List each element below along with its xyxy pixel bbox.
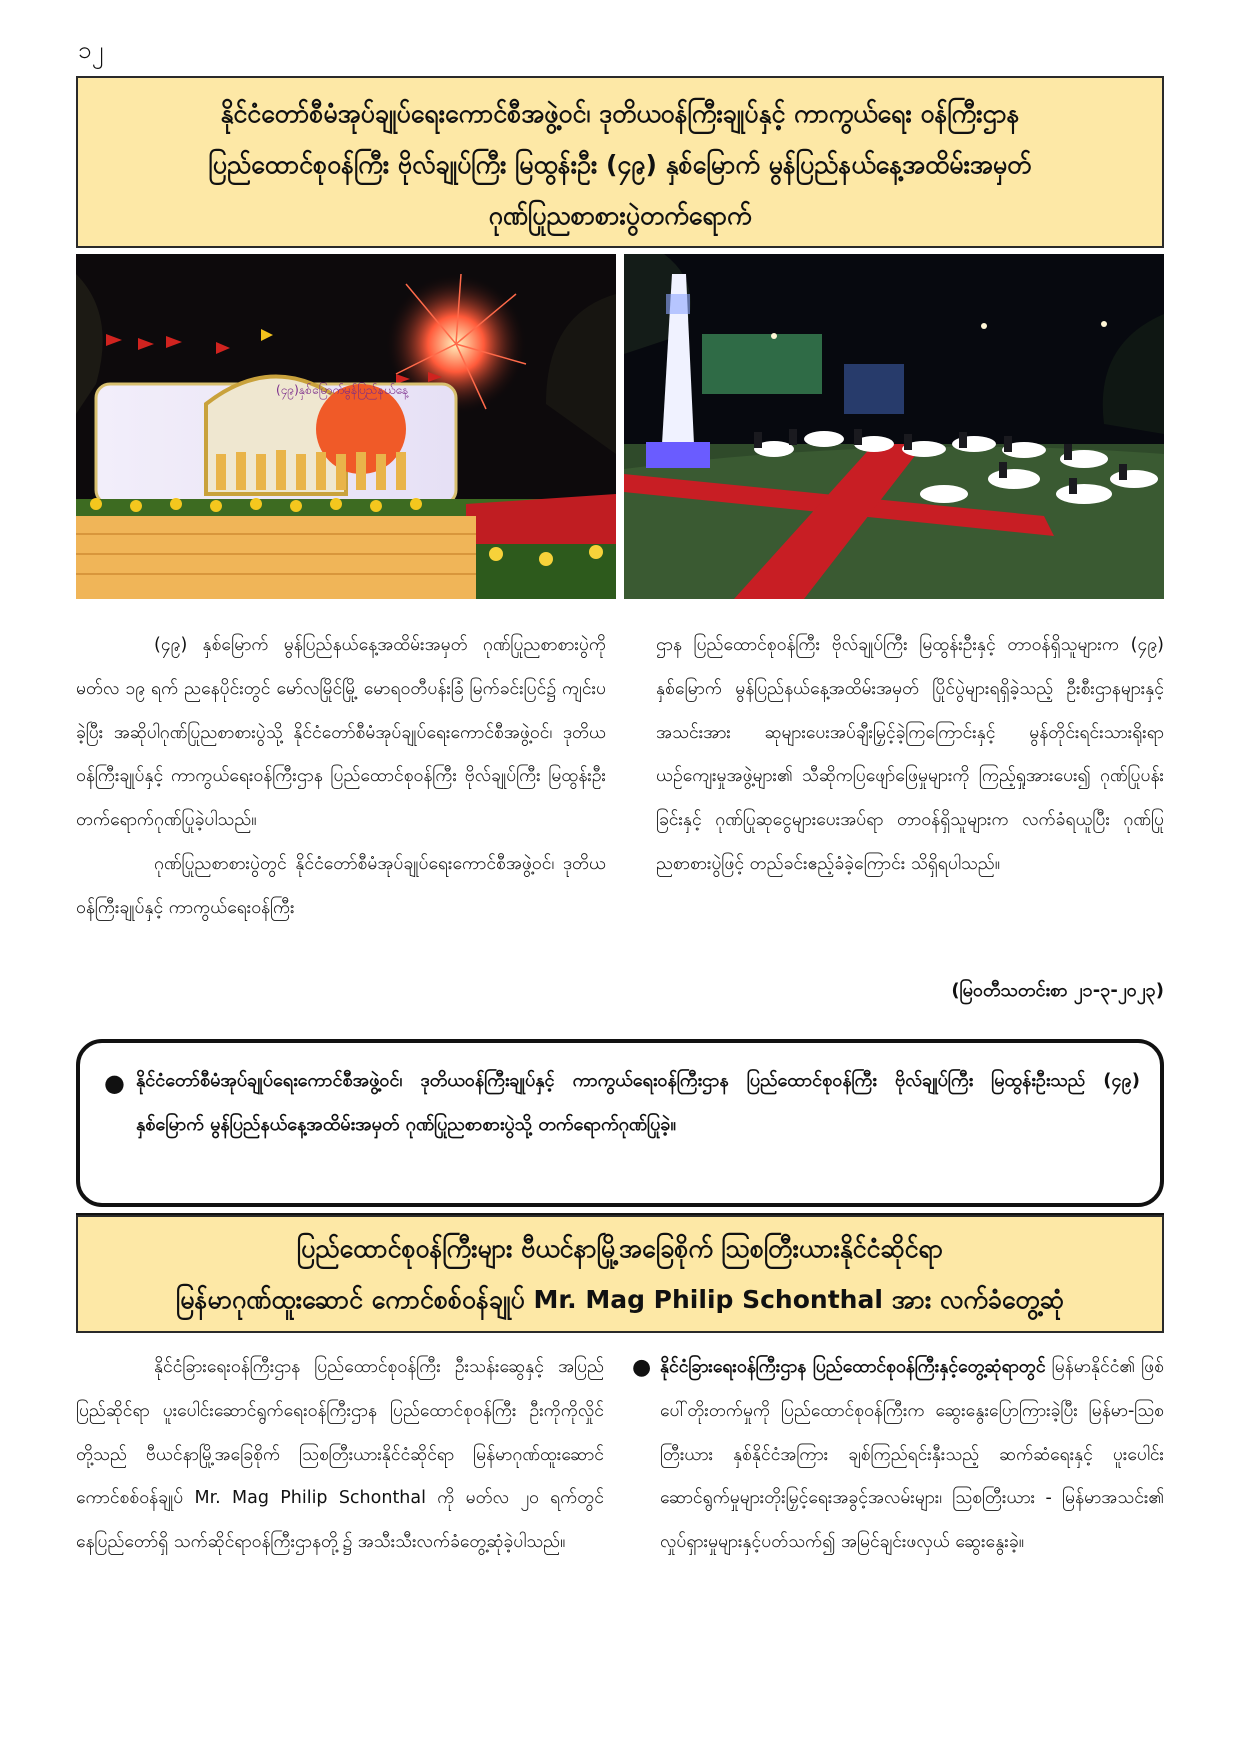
article2-paragraph: နိုင်ငံခြားရေးဝန်ကြီးဌာန ပြည်ထောင်စုဝန်ကြီး ဦးသန်းဆွေနှင့် အပြည်ပြည်ဆိုင်ရာ ပူးပေါင်းဆောင်ရွက်ရေးဝန်ကြီးဌာန ပြည်ထောင်စုဝန်ကြီး ဦးကိုကိုလှိုင်တို့သည် ဗီယင်နာမြို့အခြေစိုက် ဩစတြီးယားနိုင်ငံဆိုင်ရာ မြန်မာဂုဏ်ထူးဆောင်ကောင်စစ်ဝန်ချုပ် Mr. Mag Philip Schonthal ကို မတ်လ ၂၀ ရက်တွင် နေပြည်တော်ရှိ သက်ဆိုင်ရာဝန်ကြီးဌာနတို့၌ အသီးသီးလက်ခံတွေ့ဆုံခဲ့ပါသည်။	[76, 1357, 604, 1553]
article1-paragraph: ဌာန ပြည်ထောင်စုဝန်ကြီး ဗိုလ်ချုပ်ကြီး မြထွန်းဦးနှင့် တာဝန်ရှိသူများက (၄၉) နှစ်မြောက် မွန်ပြည်နယ်နေ့အထိမ်းအမှတ် ပြိုင်ပွဲများရရှိခဲ့သည့် ဦးစီးဌာနများနှင့် အသင်းအား ဆုများပေးအပ်ချီးမြှင့်ခဲ့ကြကြောင်းနှင့် မွန်တိုင်းရင်းသားရိုးရာယဉ်ကျေးမှုအဖွဲ့များ၏ သီဆိုကပြဖျော်ဖြေမှုများကို ကြည့်ရှုအားပေး၍ ဂုဏ်ပြုပန်းခြင်းနှင့် ဂုဏ်ပြုဆုငွေများပေးအပ်ရာ တာဝန်ရှိသူများက လက်ခံရယူပြီး ဂုဏ်ပြုညစာစားပွဲဖြင့် တည်ခင်းဧည့်ခံခဲ့ကြောင်း သိရှိရပါသည်။	[656, 635, 1164, 874]
bullet-icon: ●	[632, 1355, 652, 1380]
article1-title	[76, 76, 1164, 248]
article2-paragraph	[660, 1346, 1164, 1565]
article1-paragraph: (၄၉) နှစ်မြောက် မွန်ပြည်နယ်နေ့အထိမ်းအမှတ် ဂုဏ်ပြုညစာစားပွဲကို မတ်လ ၁၉ ရက် ညနေပိုင်းတွင် မော်လမြိုင်မြို့ မောရဝတီပန်းခြံ မြက်ခင်းပြင်၌ ကျင်းပခဲ့ပြီး အဆိုပါဂုဏ်ပြုညစာစားပွဲသို့ နိုင်ငံတော်စီမံအုပ်ချုပ်ရေးကောင်စီအဖွဲ့ဝင်၊ ဒုတိယဝန်ကြီးချုပ်နှင့် ကာကွယ်ရေးဝန်ကြီးဌာန ပြည်ထောင်စုဝန်ကြီး ဗိုလ်ချုပ်ကြီး မြထွန်းဦး တက်ရောက်ဂုဏ်ပြုခဲ့ပါသည်။	[76, 635, 606, 831]
article2-title	[76, 1215, 1164, 1333]
article1-left-column	[76, 624, 606, 931]
article2-title-line: ပြည်ထောင်စုဝန်ကြီးများ ဗီယင်နာမြို့အခြေစိုက် ဩစတြီးယားနိုင်ငံဆိုင်ရာ	[296, 1234, 944, 1263]
article2-right-column	[632, 1346, 1164, 1565]
article1-title-line: ဂုဏ်ပြုညစာစားပွဲတက်ရောက်	[488, 201, 752, 230]
article2-left-column	[76, 1346, 604, 1565]
article1-summary-text: နိုင်ငံတော်စီမံအုပ်ချုပ်ရေးကောင်စီအဖွဲ့ဝင်၊ ဒုတိယဝန်ကြီးချုပ်နှင့် ကာကွယ်ရေးဝန်ကြီးဌာန ပြည်ထောင်စုဝန်ကြီး ဗိုလ်ချုပ်ကြီး မြထွန်းဦးသည် (၄၉) နှစ်မြောက် မွန်ပြည်နယ်နေ့အထိမ်းအမှတ် ဂုဏ်ပြုညစာစားပွဲသို့ တက်ရောက်ဂုဏ်ပြုခဲ့။	[136, 1070, 1140, 1135]
page-number: ၁၂	[78, 36, 104, 64]
dinner-venue-photo	[624, 254, 1164, 599]
article1-source: (မြဝတီသတင်းစာ ၂၁-၃-၂၀၂၃)	[951, 980, 1164, 1001]
stage-performance-photo	[76, 254, 616, 599]
article1-right-column	[656, 624, 1164, 887]
article2-bold-lead: နိုင်ငံခြားရေးဝန်ကြီးဌာန ပြည်ထောင်စုဝန်ကြီးနှင့်တွေ့ဆုံရာတွင်	[660, 1357, 1046, 1377]
article1-summary-box	[76, 1039, 1164, 1207]
article1-paragraph: ဂုဏ်ပြုညစာစားပွဲတွင် နိုင်ငံတော်စီမံအုပ်ချုပ်ရေးကောင်စီအဖွဲ့ဝင်၊ ဒုတိယဝန်ကြီးချုပ်နှင့် ကာကွယ်ရေးဝန်ကြီး	[76, 853, 606, 918]
article2-paragraph-rest: မြန်မာနိုင်ငံ၏ ဖြစ်ပေါ်တိုးတက်မှုကို ပြည်ထောင်စုဝန်ကြီးက ဆွေးနွေးပြောကြားခဲ့ပြီး မြန်မာ-ဩစတြီးယား နှစ်နိုင်ငံအကြား ချစ်ကြည်ရင်းနှီးသည့် ဆက်ဆံရေးနှင့် ပူးပေါင်းဆောင်ရွက်မှုများတိုးမြှင့်ရေးအခွင့်အလမ်းများ၊ ဩစတြီးယား - မြန်မာအသင်း၏ လှုပ်ရှားမှုများနှင့်ပတ်သက်၍ အမြင်ချင်းဖလှယ် ဆွေးနွေးခဲ့။	[660, 1357, 1164, 1553]
bullet-icon: ●	[104, 1069, 125, 1097]
article1-title-line: ပြည်ထောင်စုဝန်ကြီး ဗိုလ်ချုပ်ကြီး မြထွန်းဦး (၄၉) နှစ်မြောက် မွန်ပြည်နယ်နေ့အထိမ်းအမှတ်	[208, 150, 1032, 179]
stage-banner-text: (၄၉)နှစ်မြောက်မွန်ပြည်နယ်နေ့	[276, 383, 409, 397]
article2-title-line: မြန်မာဂုဏ်ထူးဆောင် ကောင်စစ်ဝန်ချုပ် Mr. Mag Philip Schonthal အား လက်ခံတွေ့ဆုံ	[176, 1285, 1064, 1314]
article1-title-line: နိုင်ငံတော်စီမံအုပ်ချုပ်ရေးကောင်စီအဖွဲ့ဝင်၊ ဒုတိယဝန်ကြီးချုပ်နှင့် ကာကွယ်ရေး ဝန်ကြီးဌာန	[220, 99, 1020, 128]
